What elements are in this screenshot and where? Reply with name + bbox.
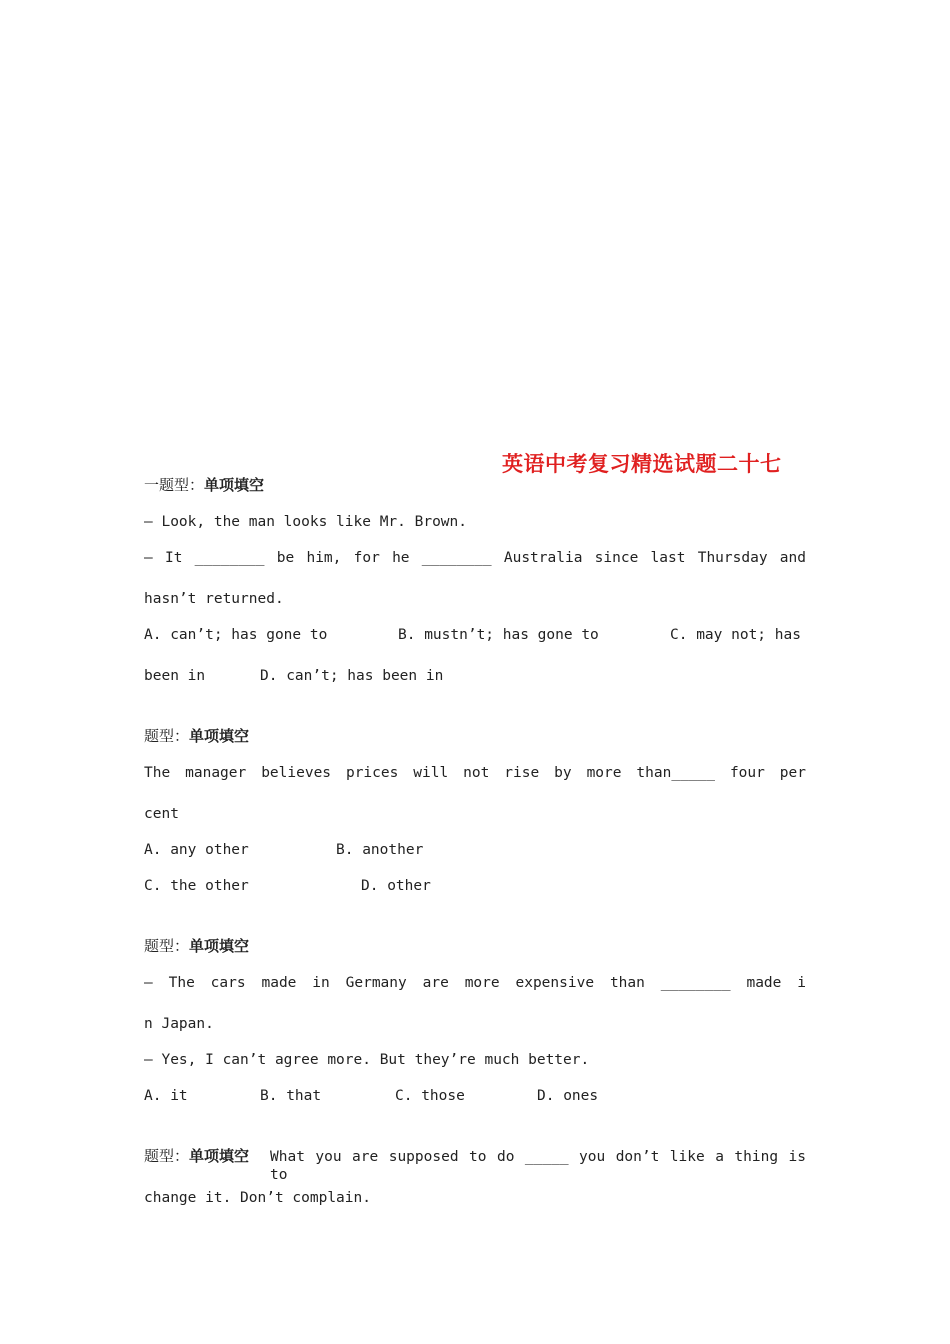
q1-option-c: C. may not; has <box>670 627 801 643</box>
q1-line3: hasn’t returned. <box>144 591 284 607</box>
q4-label-prefix: 题型： <box>144 1147 190 1165</box>
q1-options-row1 <box>144 626 806 644</box>
q4-label <box>144 1147 249 1165</box>
q4-first-line <box>144 1147 806 1183</box>
q3-label-type: 单项填空 <box>189 937 250 955</box>
q2-option-c: C. the other <box>144 878 249 894</box>
q1-line2: — It ________ be him, for he ________ Australia since last Thursday and <box>144 550 806 566</box>
q2-label-type: 单项填空 <box>189 727 250 745</box>
q1-label-prefix: 一题型： <box>144 476 205 494</box>
q2-option-a: A. any other <box>144 842 249 858</box>
q4-line2: change it. Don’t complain. <box>144 1190 371 1206</box>
q2-label <box>144 727 249 745</box>
q2-label-prefix: 题型： <box>144 727 190 745</box>
q4-label-type: 单项填空 <box>189 1147 250 1165</box>
q4-line1: What you are supposed to do _____ you don’t like a thing is to <box>270 1149 806 1183</box>
q1-label <box>144 476 264 494</box>
q2-line2: cent <box>144 806 179 822</box>
q3-option-a: A. it <box>144 1088 188 1104</box>
q1-option-a: A. can’t; has gone to <box>144 627 328 643</box>
document-title: 英语中考复习精选试题二十七 <box>502 451 782 476</box>
q1-options-row2 <box>144 667 806 685</box>
q3-line3: — Yes, I can’t agree more. But they’re much better. <box>144 1052 590 1068</box>
q3-line1: — The cars made in Germany are more expensive than ________ made i <box>144 975 806 991</box>
q3-option-b: B. that <box>260 1088 322 1104</box>
q1-option-b: B. mustn’t; has gone to <box>398 627 599 643</box>
q3-options-row <box>144 1087 806 1105</box>
q2-option-d: D. other <box>361 878 431 894</box>
q3-label <box>144 937 249 955</box>
q1-line5: been in <box>144 668 206 684</box>
q2-options-row2 <box>144 877 806 895</box>
q3-option-d: D. ones <box>537 1088 599 1104</box>
q2-option-b: B. another <box>336 842 424 858</box>
q3-line2: n Japan. <box>144 1016 214 1032</box>
q1-label-type: 单项填空 <box>204 476 265 494</box>
q2-line1: The manager believes prices will not rise by more than_____ four per <box>144 765 806 781</box>
q3-label-prefix: 题型： <box>144 937 190 955</box>
q1-line1: — Look, the man looks like Mr. Brown. <box>144 514 468 530</box>
q3-option-c: C. those <box>395 1088 465 1104</box>
q1-option-d: D. can’t; has been in <box>260 668 444 684</box>
q2-options-row1 <box>144 841 806 859</box>
